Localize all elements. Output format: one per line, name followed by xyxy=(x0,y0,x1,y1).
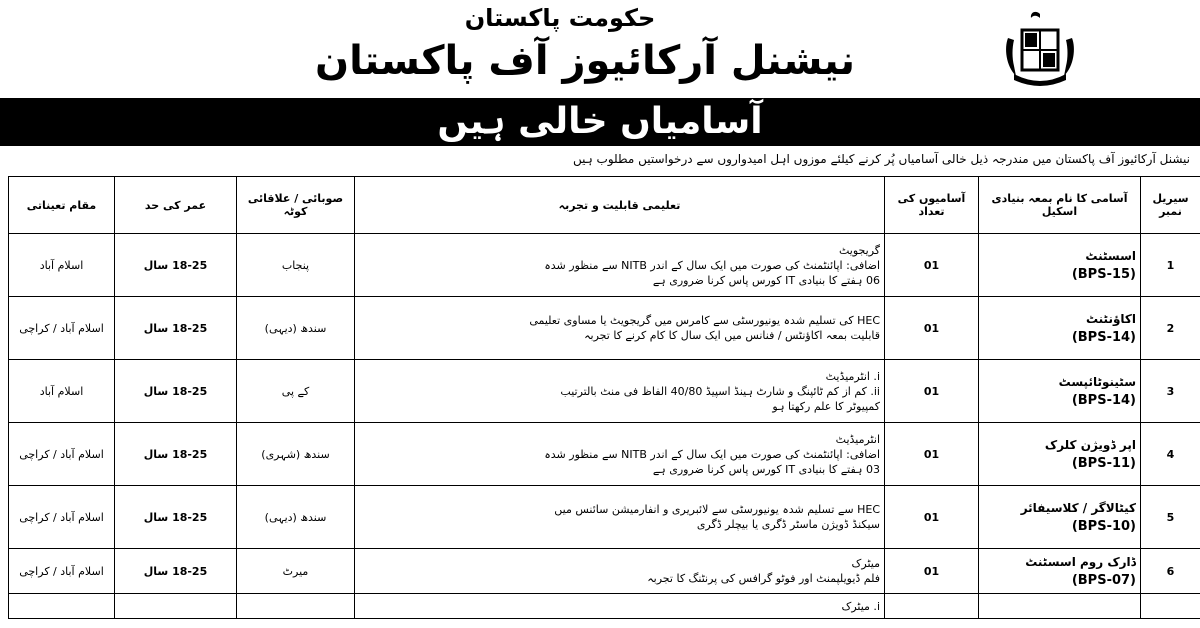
vacancies-table xyxy=(8,176,1200,619)
state-emblem-icon xyxy=(1000,8,1080,92)
post-name: سٹینوٹائپسٹ xyxy=(1058,374,1136,389)
header-place: مقام تعیناتی xyxy=(9,177,115,234)
table-row xyxy=(9,234,1200,297)
qualification-line: 06 ہفتے کا بنیادی IT کورس پاس کرنا ضروری ہے xyxy=(652,273,880,287)
cell-post xyxy=(979,549,1141,594)
post-name: کیٹالاگر / کلاسیفائر xyxy=(1020,500,1136,515)
cell-count: 01 xyxy=(885,486,979,549)
cell-place: اسلام آباد xyxy=(9,234,115,297)
cell-place: اسلام آباد / کراچی xyxy=(9,423,115,486)
cell-age: 18-25 سال xyxy=(115,549,237,594)
table-row xyxy=(9,423,1200,486)
cell-count xyxy=(885,594,979,619)
cell-serial: 2 xyxy=(1141,297,1200,360)
post-name: اسسٹنٹ xyxy=(1085,248,1136,263)
qualification-line: اضافی: اپائنٹمنٹ کی صورت میں ایک سال کے اندر NITB سے منظور شدہ xyxy=(544,447,880,461)
cell-place xyxy=(9,594,115,619)
cell-place: اسلام آباد / کراچی xyxy=(9,486,115,549)
table-row-partial xyxy=(9,594,1200,619)
vacancies-banner xyxy=(0,98,1200,146)
cell-age: 18-25 سال xyxy=(115,360,237,423)
qualification-line: گریجویٹ xyxy=(838,243,880,257)
government-title: حکومت پاکستان xyxy=(464,4,656,32)
post-scale: (BPS-10) xyxy=(1071,518,1136,534)
cell-domicile: سندھ (دیہی) xyxy=(237,297,355,360)
post-scale: (BPS-14) xyxy=(1071,392,1136,408)
cell-place: اسلام آباد / کراچی xyxy=(9,297,115,360)
header xyxy=(0,0,1200,96)
qualification-line: انٹرمیڈیٹ xyxy=(835,432,880,446)
table-row xyxy=(9,549,1200,594)
cell-age: 18-25 سال xyxy=(115,234,237,297)
organization-title: نیشنل آرکائیوز آف پاکستان xyxy=(315,38,855,84)
cell-serial xyxy=(1141,594,1200,619)
cell-place: اسلام آباد / کراچی xyxy=(9,549,115,594)
cell-post xyxy=(979,486,1141,549)
header-domicile: صوبائی / علاقائی کوٹہ xyxy=(237,177,355,234)
intro-text: نیشنل آرکائیوز آف پاکستان میں مندرجہ ذیل خالی آسامیاں پُر کرنے کیلئے موزوں اہل امیدواروں سے درخواستیں مطلوب ہیں xyxy=(572,152,1190,166)
cell-serial: 6 xyxy=(1141,549,1200,594)
cell-qualification xyxy=(355,297,885,360)
cell-domicile: کے پی xyxy=(237,360,355,423)
header-post: آسامی کا نام بمعہ بنیادی اسکیل xyxy=(979,177,1141,234)
cell-domicile xyxy=(237,594,355,619)
cell-age: 18-25 سال xyxy=(115,423,237,486)
qualification-line: سیکنڈ ڈویژن ماسٹر ڈگری یا بیچلر ڈگری xyxy=(696,518,880,531)
cell-serial: 4 xyxy=(1141,423,1200,486)
cell-domicile: سندھ (دیہی) xyxy=(237,486,355,549)
banner-title: آسامیاں خالی ہیں xyxy=(437,101,763,142)
post-name: اپر ڈویژن کلرک xyxy=(1044,437,1136,452)
cell-age: 18-25 سال xyxy=(115,486,237,549)
cell-post xyxy=(979,423,1141,486)
cell-post xyxy=(979,360,1141,423)
cell-post xyxy=(979,234,1141,297)
cell-count: 01 xyxy=(885,549,979,594)
cell-age xyxy=(115,594,237,619)
cell-serial: 3 xyxy=(1141,360,1200,423)
post-name: ڈارک روم اسسٹنٹ xyxy=(1025,554,1136,569)
cell-qualification: i. میٹرک xyxy=(355,594,885,619)
table-row xyxy=(9,360,1200,423)
cell-count: 01 xyxy=(885,423,979,486)
cell-post xyxy=(979,594,1141,619)
header-age: عمر کی حد xyxy=(115,177,237,234)
cell-post xyxy=(979,297,1141,360)
cell-count: 01 xyxy=(885,234,979,297)
post-scale: (BPS-07) xyxy=(1071,572,1136,588)
post-scale: (BPS-14) xyxy=(1071,329,1136,345)
cell-qualification xyxy=(355,423,885,486)
post-name: اکاؤنٹنٹ xyxy=(1085,311,1136,326)
cell-age: 18-25 سال xyxy=(115,297,237,360)
table-row xyxy=(9,486,1200,549)
cell-domicile: پنجاب xyxy=(237,234,355,297)
post-scale: (BPS-15) xyxy=(1071,266,1136,282)
qualification-line: اضافی: اپائنٹمنٹ کی صورت میں ایک سال کے اندر NITB سے منظور شدہ xyxy=(544,258,880,272)
qualification-line: فلم ڈیویلپمنٹ اور فوٹو گرافس کی پرنٹنگ کا تجربہ xyxy=(647,572,880,585)
header-qualification: تعلیمی قابلیت و تجربہ xyxy=(355,177,885,234)
cell-qualification xyxy=(355,234,885,297)
table-row xyxy=(9,297,1200,360)
cell-qualification xyxy=(355,360,885,423)
qualification-line: HEC کی تسلیم شدہ یونیورسٹی سے کامرس میں گریجویٹ یا مساوی تعلیمی xyxy=(529,314,880,327)
cell-domicile: سندھ (شہری) xyxy=(237,423,355,486)
qualification-line: 03 ہفتے کا بنیادی IT کورس پاس کرنا ضروری ہے xyxy=(652,462,880,476)
cell-serial: 1 xyxy=(1141,234,1200,297)
cell-qualification xyxy=(355,549,885,594)
table-header-row xyxy=(9,177,1200,234)
cell-serial: 5 xyxy=(1141,486,1200,549)
cell-count: 01 xyxy=(885,360,979,423)
cell-place: اسلام آباد xyxy=(9,360,115,423)
cell-count: 01 xyxy=(885,297,979,360)
qualification-line: HEC سے تسلیم شدہ یونیورسٹی سے لائبریری و انفارمیشن سائنس میں xyxy=(554,503,880,516)
qualification-line: i. انٹرمیڈیٹ xyxy=(825,369,880,383)
post-scale: (BPS-11) xyxy=(1071,455,1136,471)
cell-qualification xyxy=(355,486,885,549)
header-serial: سیریل نمبر xyxy=(1141,177,1200,234)
qualification-line: میٹرک xyxy=(851,557,880,570)
qualification-line: قابلیت بمعہ اکاؤنٹس / فنانس میں ایک سال کا کام کرنے کا تجربہ xyxy=(584,329,880,342)
cell-domicile: میرٹ xyxy=(237,549,355,594)
qualification-line: کمپیوٹر کا علم رکھتا ہو xyxy=(772,399,880,413)
qualification-line: ii. کم از کم ٹائپنگ و شارٹ ہینڈ اسپیڈ 40/80 الفاظ فی منٹ بالترتیب xyxy=(560,384,880,398)
header-count: آسامیوں کی تعداد xyxy=(885,177,979,234)
